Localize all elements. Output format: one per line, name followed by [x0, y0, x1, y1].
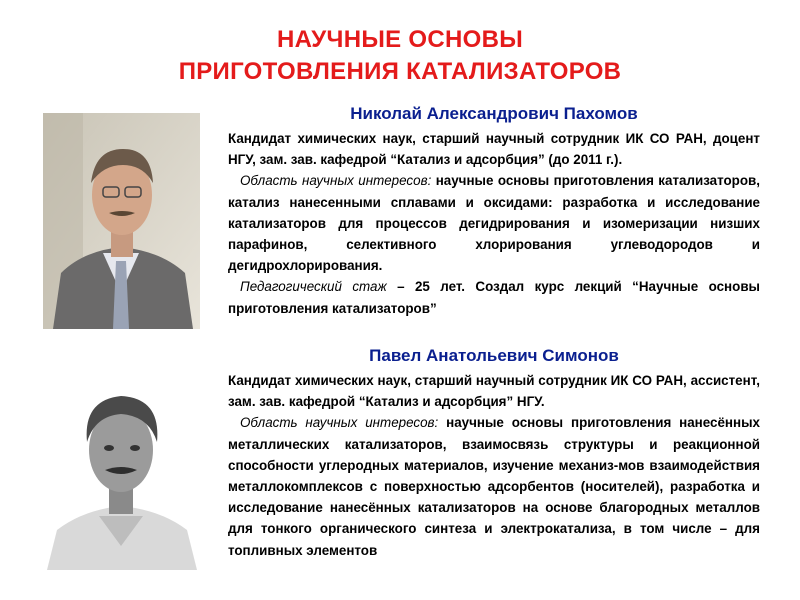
interests-label-1: Область научных интересов: — [240, 173, 432, 189]
portrait-image-1 — [43, 113, 200, 329]
page-title — [0, 24, 800, 88]
bio-person-1 — [228, 102, 760, 319]
person-1-experience: Педагогический стаж – 25 лет. Создал курс лекций “Научные основы приготовления катализаторов” — [228, 279, 760, 316]
person-name-1: Николай Александрович Пахомов — [350, 104, 638, 123]
bio-person-2 — [228, 344, 760, 561]
portrait-photo-1 — [43, 113, 200, 329]
person-2-position: Кандидат химических наук, старший научный сотрудник ИК СО РАН, ассистент, зам. зав. кафедрой “Катализ и адсорбция” НГУ. — [228, 373, 760, 410]
title-line-1: НАУЧНЫЕ ОСНОВЫ — [276, 26, 524, 53]
person-name-2: Павел Анатольевич Симонов — [369, 346, 619, 365]
portrait-photo-2 — [43, 370, 200, 570]
person-1-interests: Область научных интересов: научные основы приготовления катализаторов, катализ нанесенными сплавами и оксидами: разработка и исследование катализаторов для процессов дегидрирования и изомеризации низших парафинов, селективного хлорирования углеводородов и дегидрохлорирования. — [228, 173, 760, 274]
interests-label-2: Область научных интересов: — [240, 415, 439, 431]
person-1-position: Кандидат химических наук, старший научный сотрудник ИК СО РАН, доцент НГУ, зам. зав. кафедрой “Катализ и адсорбция” (до 2011 г.). — [228, 131, 760, 168]
person-2-interests: Область научных интересов: научные основы приготовления нанесённых металлических катализаторов, взаимосвязь структуры и реакционной способности углеродных материалов, изучение механиз-мов взаимодействия металлокомплексов с поверхностью адсорбентов (носителей), разработка и исследование нанесённых катализаторов на основе благородных металлов для тонкого органического синтеза и электрокатализа, в том числе – для топливных элементов — [228, 415, 760, 558]
experience-label-1: Педагогический стаж — [240, 279, 387, 295]
title-line-2: ПРИГОТОВЛЕНИЯ КАТАЛИЗАТОРОВ — [178, 58, 622, 85]
portrait-image-2 — [43, 370, 200, 570]
